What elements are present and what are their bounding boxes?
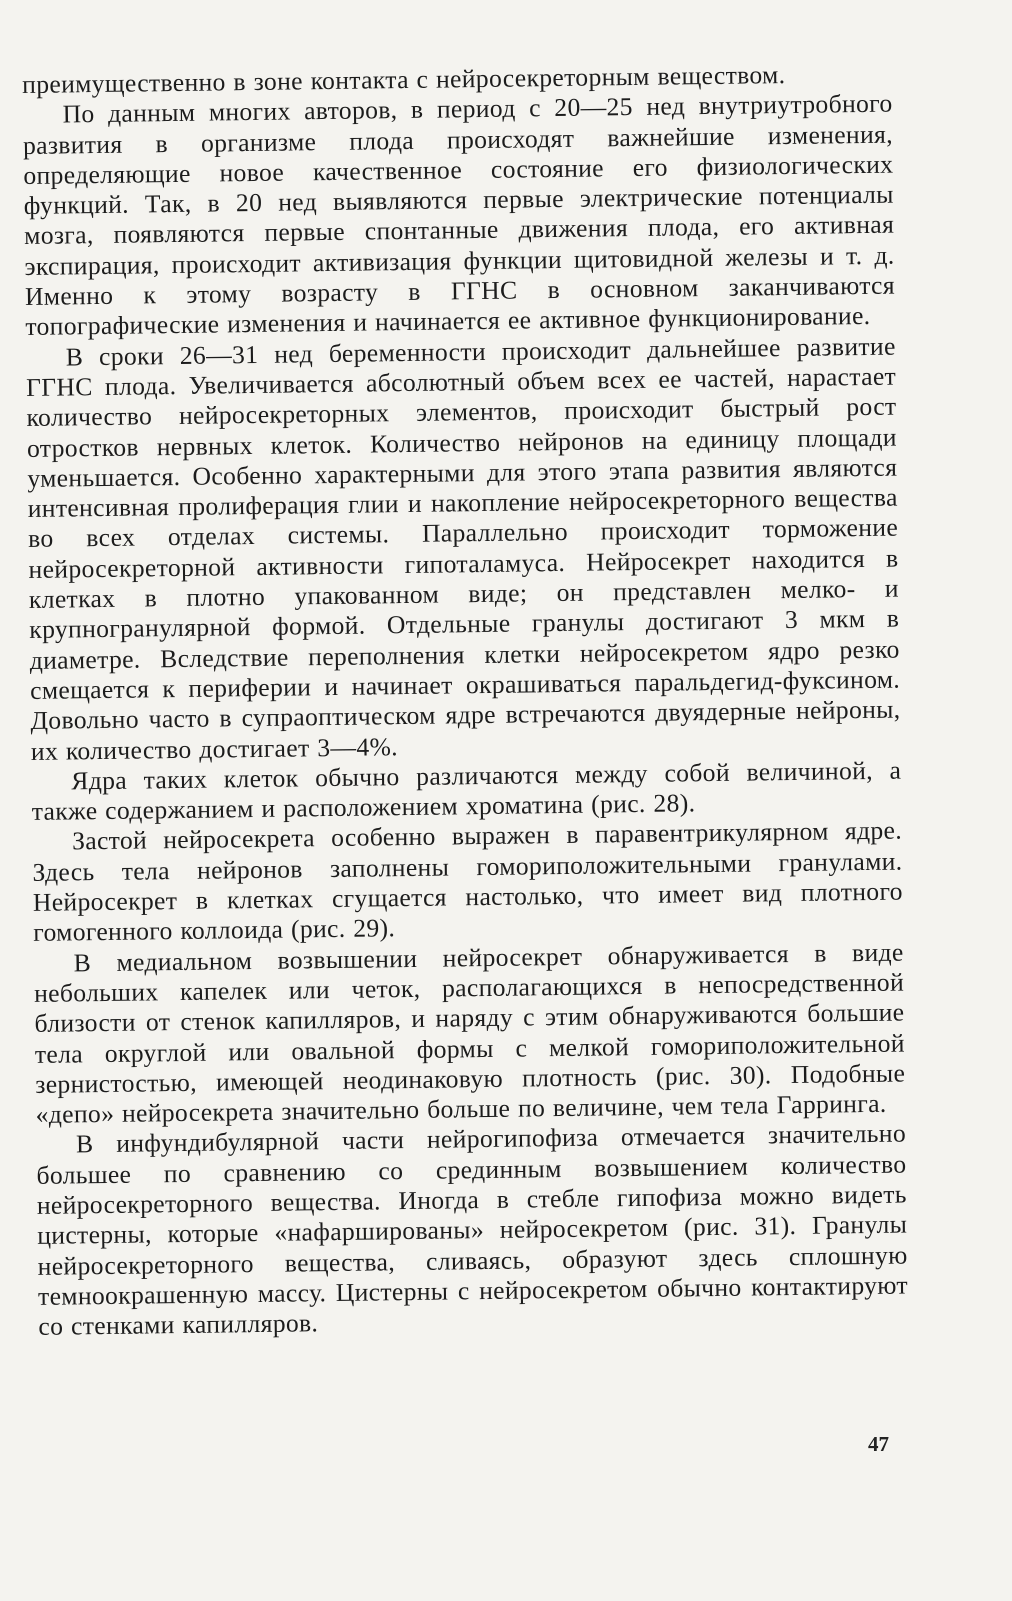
paragraph-fetal-development: По данным многих авторов, в период с 20—25 нед внутриутробного развития в организме плода происходят важнейшие изменения, определяющие новое качественное состояние его физиологических функций. Так, в 20 нед выявляются первые электрические потенциалы мозга, появляются первые спонтанные движения плода, его активная экспирация, происходит активизация функции щитовидной железы и т. д. Именно к этому возрасту в ГГНС в основном заканчиваются топографические изменения и начинается ее активное функционирование. bbox=[22, 88, 896, 342]
paragraph-weeks-26-31: В сроки 26—31 нед беременности происходит дальнейшее развитие ГГНС плода. Увеличивается абсолютный объем всех ее частей, нарастает количество нейросекреторных элементов, происходит быстрый рост отростков нервных клеток. Количество нейронов на единицу площади уменьшается. Особенно характерными для этого этапа развития являются интенсивная пролиферация глии и накопление нейросекреторного вещества во всех отделах системы. Параллельно происходит торможение нейросекреторной активности гипоталамуса. Нейросекрет находится в клетках в плотно упакованном виде; он представлен мелко- и крупногранулярной формой. Отдельные гранулы достигают 3 мкм в диаметре. Вследствие переполнения клетки нейросекретом ядро резко смещается к периферии и начинает окрашиваться паральдегид-фуксином. Довольно часто в супраоптическом ядре встречаются двуядерные нейроны, их количество достигает 3—4%. bbox=[25, 331, 901, 766]
paragraph-cell-nuclei: Ядра таких клеток обычно различаются между собой величиной, а также содержанием и расположением хроматина (рис. 28). bbox=[31, 755, 902, 827]
paragraph-paraventricular: Застой нейросекрета особенно выражен в паравентрикулярном ядре. Здесь тела нейронов заполнены гомориположительными гранулами. Нейросекрет в клетках сгущается настолько, что имеет вид плотного гомогенного коллоида (рис. 29). bbox=[32, 815, 904, 948]
paragraph-median-eminence: В медиальном возвышении нейросекрет обнаруживается в виде небольших капелек или четок, располагающихся в непосредственной близости от стенок капилляров, и наряду с этим обнаруживаются большие тела округлой или овальной формы с мелкой гомориположительной зернистостью, имеющей неодинаковую плотность (рис. 30). Подобные «депо» нейросекрета значительно больше по величине, чем тела Гарринга. bbox=[33, 937, 906, 1130]
page-number: 47 bbox=[868, 1432, 889, 1456]
paragraph-continuation: преимущественно в зоне контакта с нейросекреторным веществом. bbox=[22, 60, 786, 99]
page-body bbox=[22, 59, 909, 1343]
paragraph-infundibular: В инфундибулярной части нейрогипофиза отмечается значительно большее по сравнению со срединным возвышением количество нейросекреторного вещества. Иногда в стебле гипофиза можно видеть цистерны, которые «нафаршированы» нейросекретом (рис. 31). Гранулы нейросекреторного вещества, сливаясь, образуют здесь сплошную темноокрашенную массу. Цистерны с нейросекретом обычно контактируют со стенками капилляров. bbox=[36, 1118, 909, 1342]
